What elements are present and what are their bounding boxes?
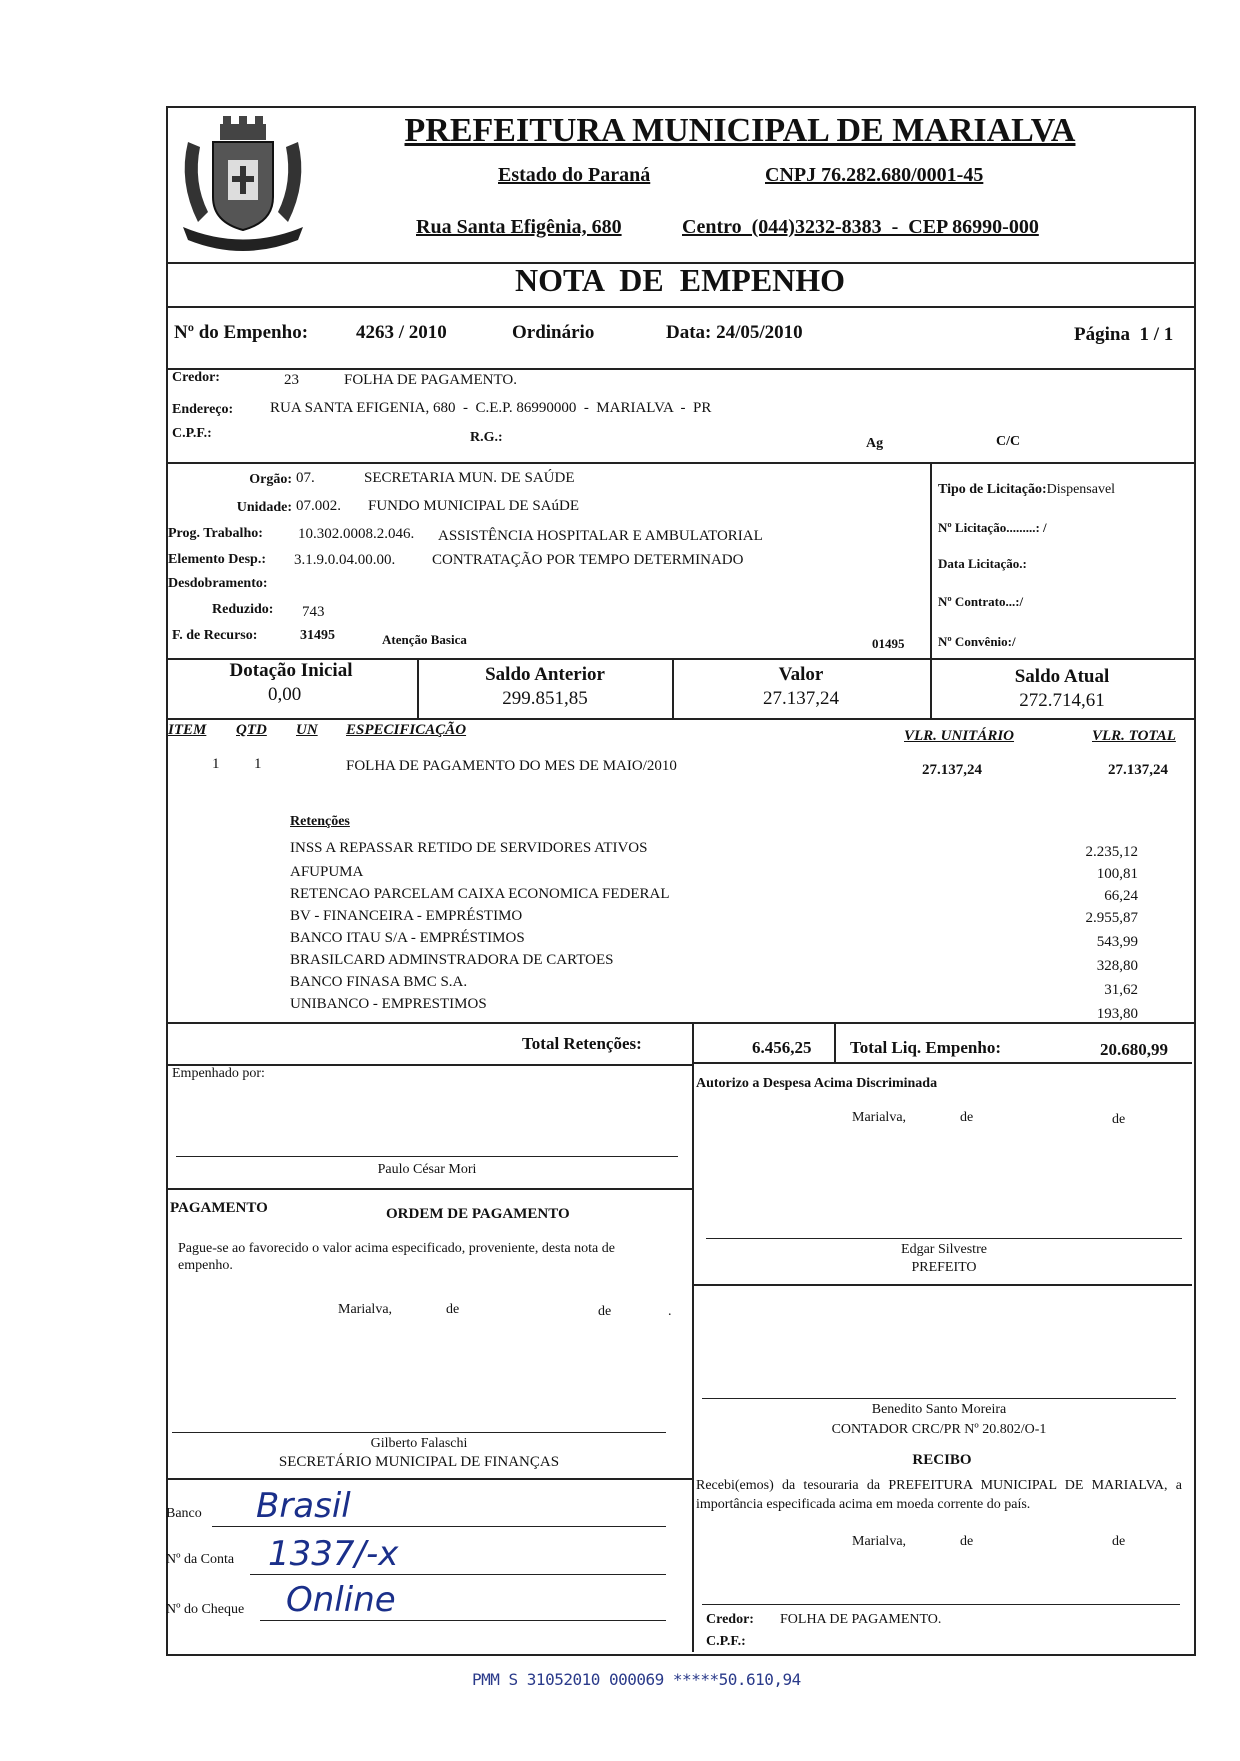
divider	[692, 1062, 1192, 1064]
retencao-desc: UNIBANCO - EMPRESTIMOS	[290, 996, 487, 1012]
empenhado-label: Empenhado por:	[172, 1066, 265, 1081]
retencao-value: 193,80	[1096, 1006, 1138, 1022]
item-unit-value: 27.137,24	[922, 762, 982, 778]
retencao-desc: BANCO FINASA BMC S.A.	[290, 974, 468, 990]
empenhado-name: Paulo César Mori	[377, 1162, 477, 1177]
saldo-anterior-value: 299.851,85	[502, 688, 588, 709]
footer-stamp: PMM S 31052010 000069 *****50.610,94	[472, 1670, 801, 1689]
saldo-atual-value: 272.714,61	[1019, 690, 1105, 711]
retencao-value: 543,99	[1096, 934, 1138, 950]
address-field-label: Endereço:	[172, 402, 234, 417]
pagamento-label: PAGAMENTO	[170, 1200, 268, 1216]
cheque-line	[260, 1620, 666, 1621]
credor-code: 23	[284, 372, 299, 388]
recibo-title: RECIBO	[912, 1452, 972, 1468]
dotacao-value: 0,00	[268, 684, 302, 705]
left-date-city: Marialva,	[338, 1302, 393, 1317]
retencao-desc: BANCO ITAU S/A - EMPRÉSTIMOS	[290, 930, 525, 946]
prefeito-role: PREFEITO	[911, 1260, 977, 1275]
conta-value: 1337/-x	[268, 1534, 399, 1574]
ordem-pagamento-label: ORDEM DE PAGAMENTO	[386, 1206, 570, 1222]
right-date-de2: de	[1112, 1112, 1126, 1127]
licitacao-date: Data Licitação.:	[938, 556, 1027, 571]
retencao-value: 31,62	[1104, 982, 1138, 998]
retencao-desc: BRASILCARD ADMINSTRADORA DE CARTOES	[290, 952, 614, 968]
valor-label: Valor	[778, 664, 824, 685]
orgao-code: 07.	[296, 470, 315, 486]
credor-address: RUA SANTA EFIGENIA, 680 - C.E.P. 86990000 - MARIALVA - PR	[270, 400, 712, 416]
retencao-value: 100,81	[1096, 866, 1138, 882]
col-qtd: QTD	[236, 722, 267, 738]
unidade-label: Unidade:	[236, 500, 292, 515]
left-date-de2: de	[598, 1304, 612, 1319]
recurso-label: F. de Recurso:	[172, 628, 258, 643]
recibo-date-city: Marialva,	[852, 1534, 907, 1549]
signature-line	[706, 1238, 1182, 1239]
divider	[166, 462, 1194, 464]
prog-code: 10.302.0008.2.046.	[298, 526, 415, 542]
contador-name: Benedito Santo Moreira	[871, 1402, 1007, 1417]
orgao-name: SECRETARIA MUN. DE SAÚDE	[364, 470, 575, 486]
contador-role: CONTADOR CRC/PR Nº 20.802/O-1	[831, 1422, 1047, 1437]
state-label: Estado do Paraná	[498, 164, 651, 186]
secretario-name: Gilberto Falaschi	[370, 1436, 468, 1451]
unidade-code: 07.002.	[296, 498, 341, 514]
retencao-value: 66,24	[1104, 888, 1138, 904]
retencao-desc: AFUPUMA	[290, 864, 364, 880]
rg-label: R.G.:	[470, 430, 503, 445]
divider	[166, 368, 1194, 370]
empenho-date: Data: 24/05/2010	[666, 322, 803, 343]
recibo-date-de1: de	[960, 1534, 974, 1549]
pague-se-text: Pague-se ao favorecido o valor acima especificado, proveniente, desta nota de empenho.	[178, 1241, 615, 1273]
signature-line	[702, 1398, 1176, 1399]
elem-code: 3.1.9.0.04.00.00.	[294, 552, 396, 568]
licitacao-type-value: Dispensavel	[1046, 482, 1116, 497]
cnpj-label: CNPJ 76.282.680/0001-45	[765, 164, 984, 186]
contrato-number: Nº Contrato...:/	[938, 594, 1024, 609]
total-retencoes-label: Total Retenções:	[522, 1034, 642, 1053]
divider	[166, 1022, 1194, 1024]
signature-line	[702, 1604, 1180, 1605]
dotacao-label: Dotação Inicial	[229, 660, 353, 681]
retencao-desc: INSS A REPASSAR RETIDO DE SERVIDORES ATIVOS	[290, 840, 648, 856]
right-date-de1: de	[960, 1110, 974, 1125]
empenho-type: Ordinário	[512, 322, 595, 343]
cc-label: C/C	[996, 434, 1021, 449]
retencao-desc: BV - FINANCEIRA - EMPRÉSTIMO	[290, 908, 523, 924]
signature-line	[176, 1156, 678, 1157]
col-un: UN	[296, 722, 318, 738]
retencoes-title: Retenções	[290, 814, 350, 829]
coat-of-arms-icon	[168, 112, 318, 252]
divider	[166, 718, 1194, 720]
conta-label: Nº da Conta	[166, 1552, 235, 1567]
retencao-desc: RETENCAO PARCELAM CAIXA ECONOMICA FEDERAL	[290, 886, 670, 902]
banco-line	[212, 1526, 666, 1527]
divider	[930, 462, 932, 658]
empenho-label: Nº do Empenho:	[174, 322, 309, 343]
elem-label: Elemento Desp.:	[168, 552, 266, 567]
saldo-atual-label: Saldo Atual	[1014, 666, 1110, 687]
total-retencoes-value: 6.456,25	[752, 1038, 812, 1057]
retencao-value: 2.955,87	[1085, 910, 1138, 926]
desdobramento-label: Desdobramento:	[168, 576, 268, 591]
reduzido-value: 743	[302, 604, 325, 620]
cpf-label: C.P.F.:	[172, 426, 212, 441]
municipality-title: PREFEITURA MUNICIPAL DE MARIALVA	[404, 112, 1076, 149]
saldo-anterior-label: Saldo Anterior	[485, 664, 605, 685]
signature-line	[172, 1432, 666, 1433]
col-total: VLR. TOTAL	[1092, 728, 1176, 744]
left-date-dot: .	[668, 1304, 672, 1319]
recurso-name: Atenção Basica	[382, 632, 467, 647]
retencao-value: 2.235,12	[1085, 844, 1138, 860]
total-liquido-label: Total Liq. Empenho:	[850, 1038, 1001, 1057]
cheque-value: Online	[286, 1580, 396, 1620]
elem-name: CONTRATAÇÃO POR TEMPO DETERMINADO	[432, 552, 744, 568]
licitacao-type-label: Tipo de Licitação:	[938, 482, 1047, 497]
reduzido-label: Reduzido:	[212, 602, 274, 617]
prefeito-name: Edgar Silvestre	[901, 1242, 987, 1257]
item-number: 1	[212, 756, 220, 772]
recibo-cpf-label: C.P.F.:	[706, 1634, 746, 1649]
empenho-number: 4263 / 2010	[356, 322, 447, 343]
orgao-label: Orgão:	[249, 472, 292, 487]
licitacao-number: Nº Licitação.........: /	[938, 520, 1047, 535]
address-contact: Centro (044)3232-8383 - CEP 86990-000	[682, 216, 1039, 238]
secretario-role: SECRETÁRIO MUNICIPAL DE FINANÇAS	[278, 1454, 560, 1470]
credor-label: Credor:	[172, 370, 220, 385]
ag-label: Ag	[866, 436, 884, 451]
divider	[166, 1188, 692, 1190]
right-date-city: Marialva,	[852, 1110, 907, 1125]
banco-label: Banco	[166, 1506, 202, 1521]
convenio-number: Nº Convênio:/	[938, 634, 1016, 649]
autorizo-label: Autorizo a Despesa Acima Discriminada	[696, 1076, 938, 1091]
total-liquido-value: 20.680,99	[1100, 1040, 1168, 1059]
address-label: Rua Santa Efigênia, 680	[416, 216, 622, 238]
recurso-right: 01495	[872, 636, 905, 651]
divider	[166, 306, 1194, 308]
item-desc: FOLHA DE PAGAMENTO DO MES DE MAIO/2010	[346, 758, 677, 774]
credor-name: FOLHA DE PAGAMENTO.	[344, 372, 517, 388]
recibo-credor-label: Credor:	[706, 1612, 754, 1627]
item-qtd: 1	[254, 756, 262, 772]
recibo-text: Recebi(emos) da tesouraria da PREFEITURA MUNICIPAL DE MARIALVA, a importância especificada acima em moeda corrente do país.	[696, 1478, 1182, 1512]
page-number: Página 1 / 1	[1074, 324, 1174, 345]
left-date-de1: de	[446, 1302, 460, 1317]
valor-value: 27.137,24	[763, 688, 839, 709]
divider	[166, 1478, 692, 1480]
conta-line	[250, 1574, 666, 1575]
banco-value: Brasil	[256, 1486, 351, 1526]
cheque-label: Nº do Cheque	[166, 1602, 245, 1617]
col-unit: VLR. UNITÁRIO	[904, 728, 1015, 744]
prog-label: Prog. Trabalho:	[168, 526, 263, 541]
item-total-value: 27.137,24	[1108, 762, 1168, 778]
recibo-credor-value: FOLHA DE PAGAMENTO.	[780, 1612, 942, 1627]
recurso-code: 31495	[300, 628, 335, 643]
col-spec: ESPECIFICAÇÃO	[346, 722, 467, 738]
unidade-name: FUNDO MUNICIPAL DE SAúDE	[368, 498, 579, 514]
licitacao-type	[938, 482, 1115, 498]
recibo-date-de2: de	[1112, 1534, 1126, 1549]
divider	[834, 1022, 836, 1064]
document-title: NOTA DE EMPENHO	[514, 262, 846, 298]
divider	[692, 1022, 694, 1652]
prog-name: ASSISTÊNCIA HOSPITALAR E AMBULATORIAL	[438, 528, 763, 544]
col-item: ITEM	[168, 722, 207, 738]
retencao-value: 328,80	[1096, 958, 1138, 974]
divider	[692, 1284, 1192, 1286]
